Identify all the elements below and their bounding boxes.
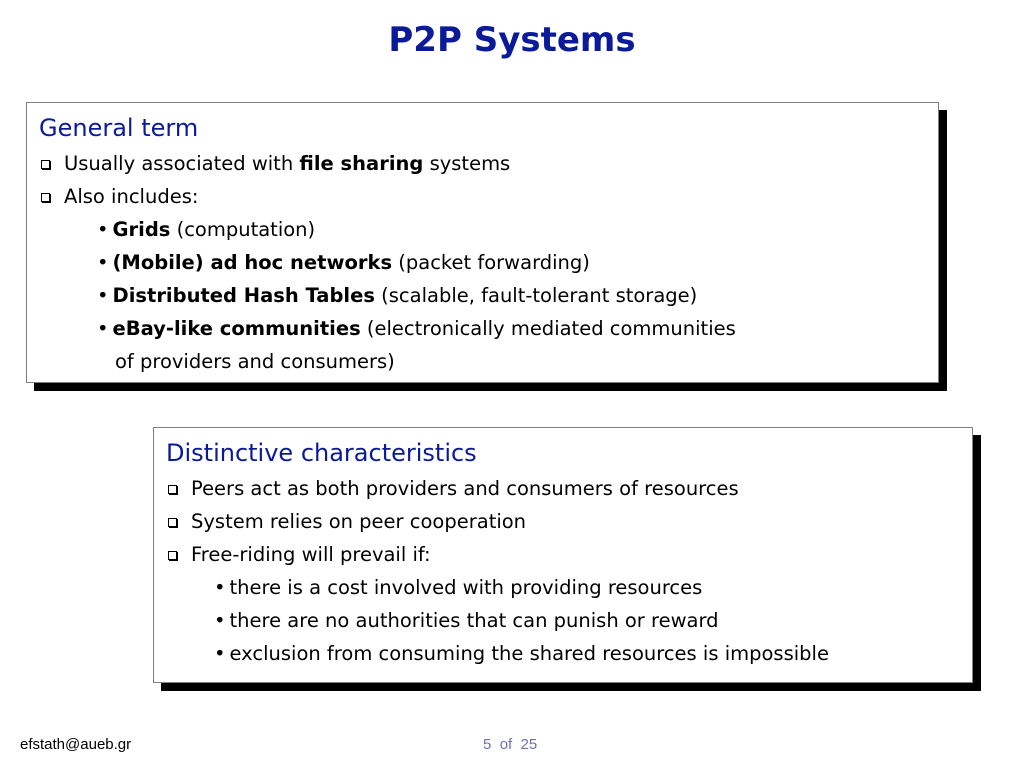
sub-list-item: • there are no authorities that can punish or reward xyxy=(214,609,719,632)
dot-bullet-icon: • xyxy=(214,609,226,632)
page-number: 5 of 25 xyxy=(483,736,538,753)
distinctive-characteristics-box xyxy=(153,427,973,683)
square-bullet-icon xyxy=(41,160,50,169)
sub-list-item-continuation: of providers and consumers) xyxy=(115,350,395,373)
square-bullet-icon xyxy=(41,193,50,202)
sub-list-item: • (Mobile) ad hoc networks (packet forwarding) xyxy=(97,251,590,274)
list-item xyxy=(166,472,960,505)
free-riding-sublist xyxy=(166,571,960,670)
general-term-list xyxy=(39,147,926,213)
list-item-text: System relies on peer cooperation xyxy=(191,510,527,533)
dot-bullet-icon: • xyxy=(97,218,109,241)
square-bullet-icon xyxy=(168,551,177,560)
sub-list-item: • Distributed Hash Tables (scalable, fault-tolerant storage) xyxy=(97,284,698,307)
box-heading: General term xyxy=(39,114,199,142)
sub-list-item: • Grids (computation) xyxy=(97,218,316,241)
list-item xyxy=(166,538,960,571)
dot-bullet-icon: • xyxy=(214,642,226,665)
sub-list-item: • exclusion from consuming the shared resources is impossible xyxy=(214,642,829,665)
list-item-text: Free-riding will prevail if: xyxy=(191,543,431,566)
list-item-text: Usually associated with file sharing systems xyxy=(64,152,511,175)
dot-bullet-icon: • xyxy=(97,251,109,274)
dot-bullet-icon: • xyxy=(214,576,226,599)
sub-list-item: • eBay-like communities (electronically mediated communities of providers and consumers) xyxy=(39,312,926,378)
square-bullet-icon xyxy=(168,485,177,494)
list-item-text: Also includes: xyxy=(64,185,199,208)
list-item xyxy=(39,180,926,213)
general-term-box xyxy=(26,102,939,383)
square-bullet-icon xyxy=(168,518,177,527)
characteristics-list xyxy=(166,472,960,571)
footer-email: efstath@aueb.gr xyxy=(20,736,132,753)
list-item-text: Peers act as both providers and consumers of resources xyxy=(191,477,739,500)
sub-list-item: • there is a cost involved with providing resources xyxy=(214,576,703,599)
list-item xyxy=(166,505,960,538)
box-heading: Distinctive characteristics xyxy=(166,439,477,467)
includes-sublist xyxy=(39,213,926,378)
slide-title: P2P Systems xyxy=(388,20,636,60)
dot-bullet-icon: • xyxy=(97,284,109,307)
dot-bullet-icon: • xyxy=(97,317,109,340)
list-item xyxy=(39,147,926,180)
